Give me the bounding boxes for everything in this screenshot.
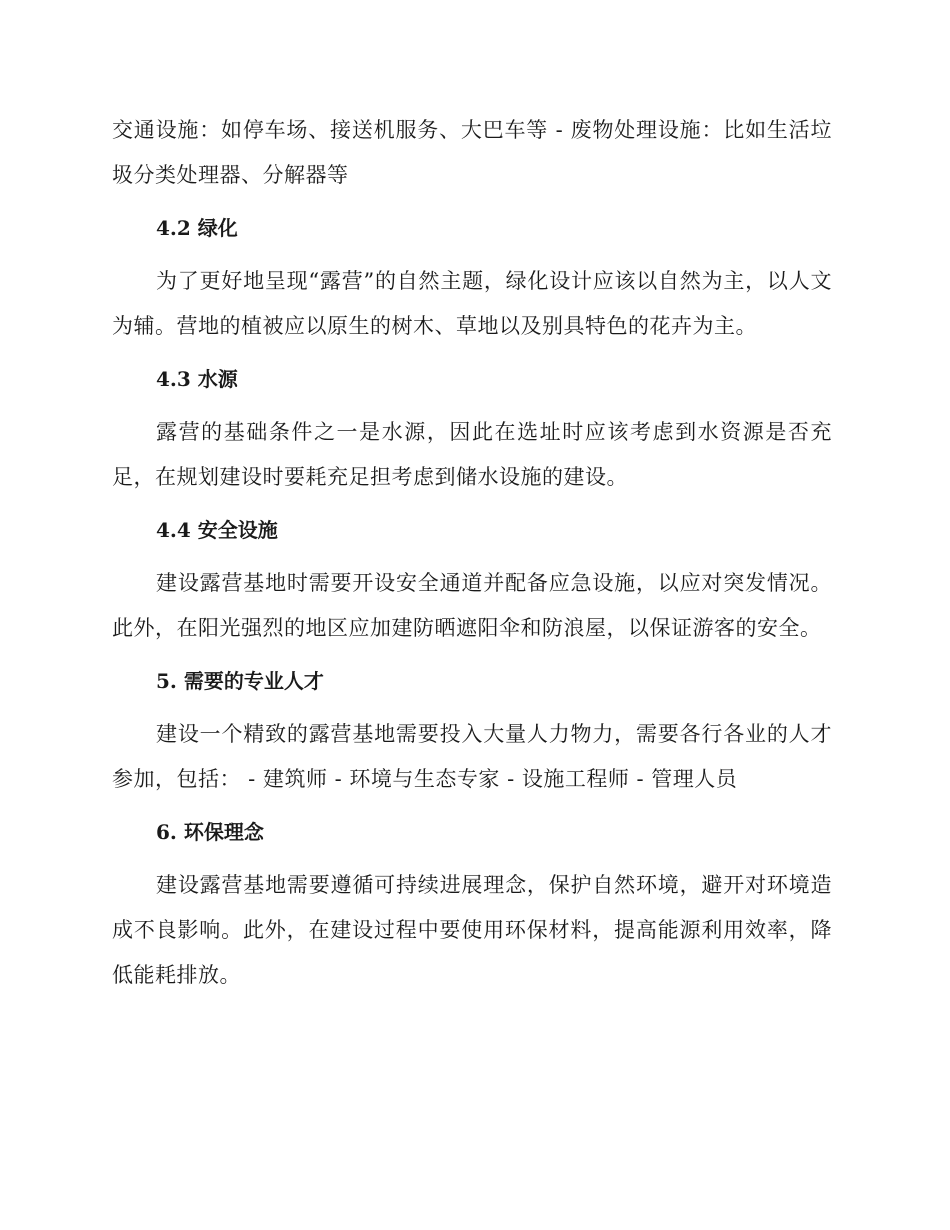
section-body-talent: 建设一个精致的露营基地需要投入大量人力物力，需要各行各业的人才参加，包括： - 建筑师 - 环境与生态专家 - 设施工程师 - 管理人员 xyxy=(112,722,832,791)
section-heading-water: 4.3 水源 xyxy=(156,367,238,391)
continuation-paragraph: 交通设施：如停车场、接送机服务、大巴车等 - 废物处理设施：比如生活垃圾分类处理器、分解器等 xyxy=(112,118,832,187)
section-heading-talent: 5. 需要的专业人才 xyxy=(156,669,324,693)
section-body-greening: 为了更好地呈现“露营”的自然主题，绿化设计应该以自然为主，以人文为辅。营地的植被应以原生的树木、草地以及别具特色的花卉为主。 xyxy=(112,269,832,338)
section-heading-greening: 4.2 绿化 xyxy=(156,216,238,240)
section-body-safety: 建设露营基地时需要开设安全通道并配备应急设施，以应对突发情况。此外，在阳光强烈的地区应加建防晒遮阳伞和防浪屋，以保证游客的安全。 xyxy=(112,571,832,640)
section-body-eco: 建设露营基地需要遵循可持续进展理念，保护自然环境，避开对环境造成不良影响。此外，在建设过程中要使用环保材料，提高能源利用效率，降低能耗排放。 xyxy=(112,873,832,987)
section-heading-eco: 6. 环保理念 xyxy=(156,820,264,844)
section-body-water: 露营的基础条件之一是水源，因此在选址时应该考虑到水资源是否充足，在规划建设时要耗充足担考虑到储水设施的建设。 xyxy=(112,420,832,489)
section-heading-safety: 4.4 安全设施 xyxy=(156,518,278,542)
